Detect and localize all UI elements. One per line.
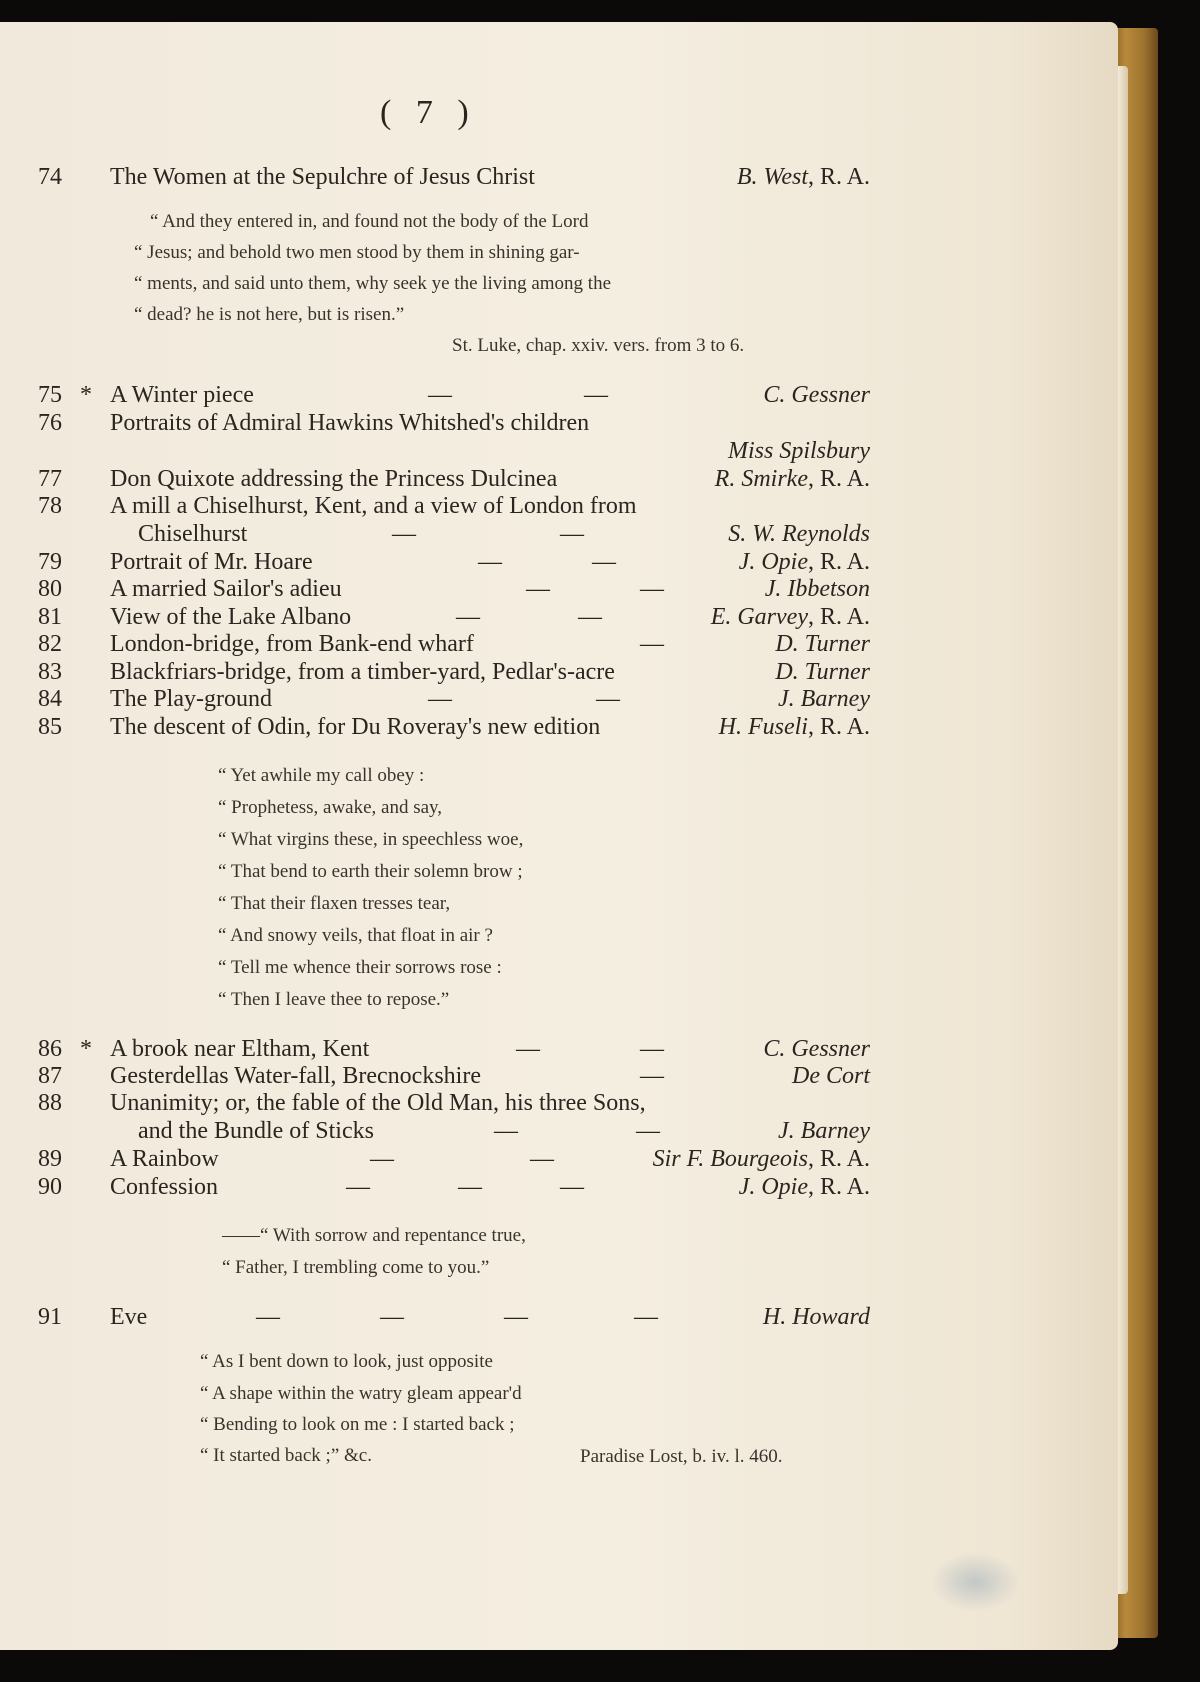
- dash: —: [478, 549, 502, 575]
- entry-number: 76: [38, 410, 62, 436]
- dash: —: [640, 576, 664, 602]
- entry-84: [0, 684, 900, 714]
- entry-88: [0, 1088, 900, 1118]
- quote-line: ——“ With sorrow and repentance true,: [222, 1225, 526, 1246]
- catalogue-page: [0, 22, 1118, 1650]
- entry-78: [0, 491, 900, 521]
- entry-title: The descent of Odin, for Du Roveray's new edition: [110, 714, 601, 740]
- entry-title: The Play-ground: [110, 686, 272, 712]
- entry-number: 85: [38, 714, 62, 740]
- dash: —: [596, 686, 620, 712]
- entry-artist: J. Barney: [778, 1118, 870, 1144]
- entry-number: 87: [38, 1063, 62, 1089]
- entry-artist: J. Opie, R. A.: [738, 549, 870, 575]
- entry-title: A mill a Chiselhurst, Kent, and a view of London from: [110, 493, 637, 519]
- dash: —: [636, 1118, 660, 1144]
- entry-artist: B. West, R. A.: [736, 164, 870, 190]
- dash: —: [584, 382, 608, 408]
- entry-81: [0, 602, 900, 632]
- entry-artist: D. Turner: [775, 659, 870, 685]
- quote-line: “ It started back ;” &c.: [200, 1445, 372, 1466]
- quote-line: “ Yet awhile my call obey :: [218, 765, 425, 786]
- entry-80: [0, 574, 900, 604]
- dash: —: [640, 1063, 664, 1089]
- entry-title: A brook near Eltham, Kent: [110, 1036, 370, 1062]
- quote-line: “ And they entered in, and found not the body of the Lord: [150, 211, 589, 232]
- quote-line: “ And snowy veils, that float in air ?: [218, 925, 493, 946]
- quote-line: “ Then I leave thee to repose.”: [218, 989, 450, 1010]
- entry-title: Confession: [110, 1174, 218, 1200]
- entry-artist: D. Turner: [775, 631, 870, 657]
- entry-number: 75: [38, 382, 62, 408]
- entry-number: 81: [38, 604, 62, 630]
- entry-number: 78: [38, 493, 62, 519]
- entry-number: 83: [38, 659, 62, 685]
- entry-artist: C. Gessner: [763, 382, 870, 408]
- entry-83: [0, 657, 900, 687]
- quote-line: “ Tell me whence their sorrows rose :: [218, 957, 502, 978]
- quote-line: “ A shape within the watry gleam appear'd: [200, 1383, 522, 1404]
- dash: —: [516, 1036, 540, 1062]
- dash: —: [380, 1304, 404, 1330]
- entry-title: Portraits of Admiral Hawkins Whitshed's children: [110, 410, 590, 436]
- entry-85: [0, 712, 900, 742]
- dash: —: [530, 1146, 554, 1172]
- dash: —: [370, 1146, 394, 1172]
- dash: —: [634, 1304, 658, 1330]
- dash: —: [456, 604, 480, 630]
- entry-star: *: [80, 1036, 92, 1062]
- entry-number: 90: [38, 1174, 62, 1200]
- entry-star: *: [80, 382, 92, 408]
- entry-76: [0, 408, 900, 438]
- page-edge: [1118, 66, 1128, 1594]
- entry-title: View of the Lake Albano: [110, 604, 352, 630]
- dash: —: [560, 1174, 584, 1200]
- entry-number: 80: [38, 576, 62, 602]
- entry-75: [0, 380, 900, 410]
- quote-citation: St. Luke, chap. xxiv. vers. from 3 to 6.: [452, 335, 745, 356]
- entry-title: The Women at the Sepulchre of Jesus Christ: [110, 164, 535, 190]
- quote-line: “ ments, and said unto them, why seek ye the living among the: [134, 273, 612, 294]
- entry-title: A Winter piece: [110, 382, 254, 408]
- quote-line: “ What virgins these, in speechless woe,: [218, 829, 524, 850]
- entry-title: London-bridge, from Bank-end wharf: [110, 631, 474, 657]
- dash: —: [526, 576, 550, 602]
- entry-artist: Sir F. Bourgeois, R. A.: [652, 1146, 870, 1172]
- entry-artist: S. W. Reynolds: [728, 521, 870, 547]
- entry-title: Blackfriars-bridge, from a timber-yard, Pedlar's-acre: [110, 659, 615, 685]
- entry-artist: C. Gessner: [763, 1036, 870, 1062]
- entry-artist: H. Fuseli, R. A.: [718, 714, 870, 740]
- entry-artist: De Cort: [792, 1063, 870, 1089]
- dash: —: [392, 521, 416, 547]
- dash: —: [592, 549, 616, 575]
- entry-number: 89: [38, 1146, 62, 1172]
- dash: —: [494, 1118, 518, 1144]
- dash: —: [640, 1036, 664, 1062]
- dash: —: [256, 1304, 280, 1330]
- entry-artist: J. Barney: [778, 686, 870, 712]
- quote-citation: Paradise Lost, b. iv. l. 460.: [580, 1446, 783, 1467]
- entry-title-cont: Chiselhurst: [138, 521, 248, 547]
- entry-title: A married Sailor's adieu: [110, 576, 342, 602]
- entry-title-cont: and the Bundle of Sticks: [138, 1118, 374, 1144]
- dash: —: [428, 686, 452, 712]
- entry-87: [0, 1061, 900, 1091]
- entry-number: 74: [38, 164, 62, 190]
- entry-74: [0, 162, 900, 192]
- quote-line: “ Father, I trembling come to you.”: [222, 1257, 490, 1278]
- entry-number: 86: [38, 1036, 62, 1062]
- entry-artist: J. Opie, R. A.: [738, 1174, 870, 1200]
- entry-title: Unanimity; or, the fable of the Old Man, his three Sons,: [110, 1090, 646, 1116]
- entry-title: Don Quixote addressing the Princess Dulcinea: [110, 466, 558, 492]
- entry-89: [0, 1144, 900, 1174]
- dash: —: [458, 1174, 482, 1200]
- entry-76-artist: [0, 436, 900, 466]
- entry-82: [0, 629, 900, 659]
- dash: —: [428, 382, 452, 408]
- dash: —: [504, 1304, 528, 1330]
- entry-number: 91: [38, 1304, 62, 1330]
- quote-line: “ That their flaxen tresses tear,: [218, 893, 451, 914]
- entry-artist: R. Smirke, R. A.: [714, 466, 870, 492]
- dash: —: [578, 604, 602, 630]
- quote-line: “ Prophetess, awake, and say,: [218, 797, 443, 818]
- entry-number: 79: [38, 549, 62, 575]
- dash: —: [346, 1174, 370, 1200]
- entry-number: 88: [38, 1090, 62, 1116]
- quote-line: “ That bend to earth their solemn brow ;: [218, 861, 523, 882]
- entry-88-cont: [0, 1116, 900, 1146]
- quote-line: “ Bending to look on me : I started back ;: [200, 1414, 515, 1435]
- entry-artist: H. Howard: [762, 1304, 870, 1330]
- entry-91: [0, 1302, 900, 1332]
- entry-number: 77: [38, 466, 62, 492]
- entry-number: 84: [38, 686, 62, 712]
- entry-artist: Miss Spilsbury: [727, 438, 870, 464]
- entry-title: Portrait of Mr. Hoare: [110, 549, 313, 575]
- quote-line: “ As I bent down to look, just opposite: [200, 1351, 493, 1372]
- entry-title: A Rainbow: [110, 1146, 219, 1172]
- entry-artist: E. Garvey, R. A.: [710, 604, 870, 630]
- paper-stain: [930, 1552, 1020, 1612]
- entry-90: [0, 1172, 900, 1202]
- entry-79: [0, 547, 900, 577]
- dash: —: [560, 521, 584, 547]
- entry-title: Eve: [110, 1304, 148, 1330]
- quote-line: “ Jesus; and behold two men stood by them in shining gar-: [134, 242, 580, 263]
- dash: —: [640, 631, 664, 657]
- entry-78-cont: [0, 519, 900, 549]
- entry-number: 82: [38, 631, 62, 657]
- entry-86: [0, 1034, 900, 1064]
- quote-line: “ dead? he is not here, but is risen.”: [134, 304, 405, 325]
- entry-title: Gesterdellas Water-fall, Brecnockshire: [110, 1063, 481, 1089]
- entry-artist: J. Ibbetson: [764, 576, 870, 602]
- entry-77: [0, 464, 900, 494]
- page-number: ( 7 ): [380, 94, 477, 131]
